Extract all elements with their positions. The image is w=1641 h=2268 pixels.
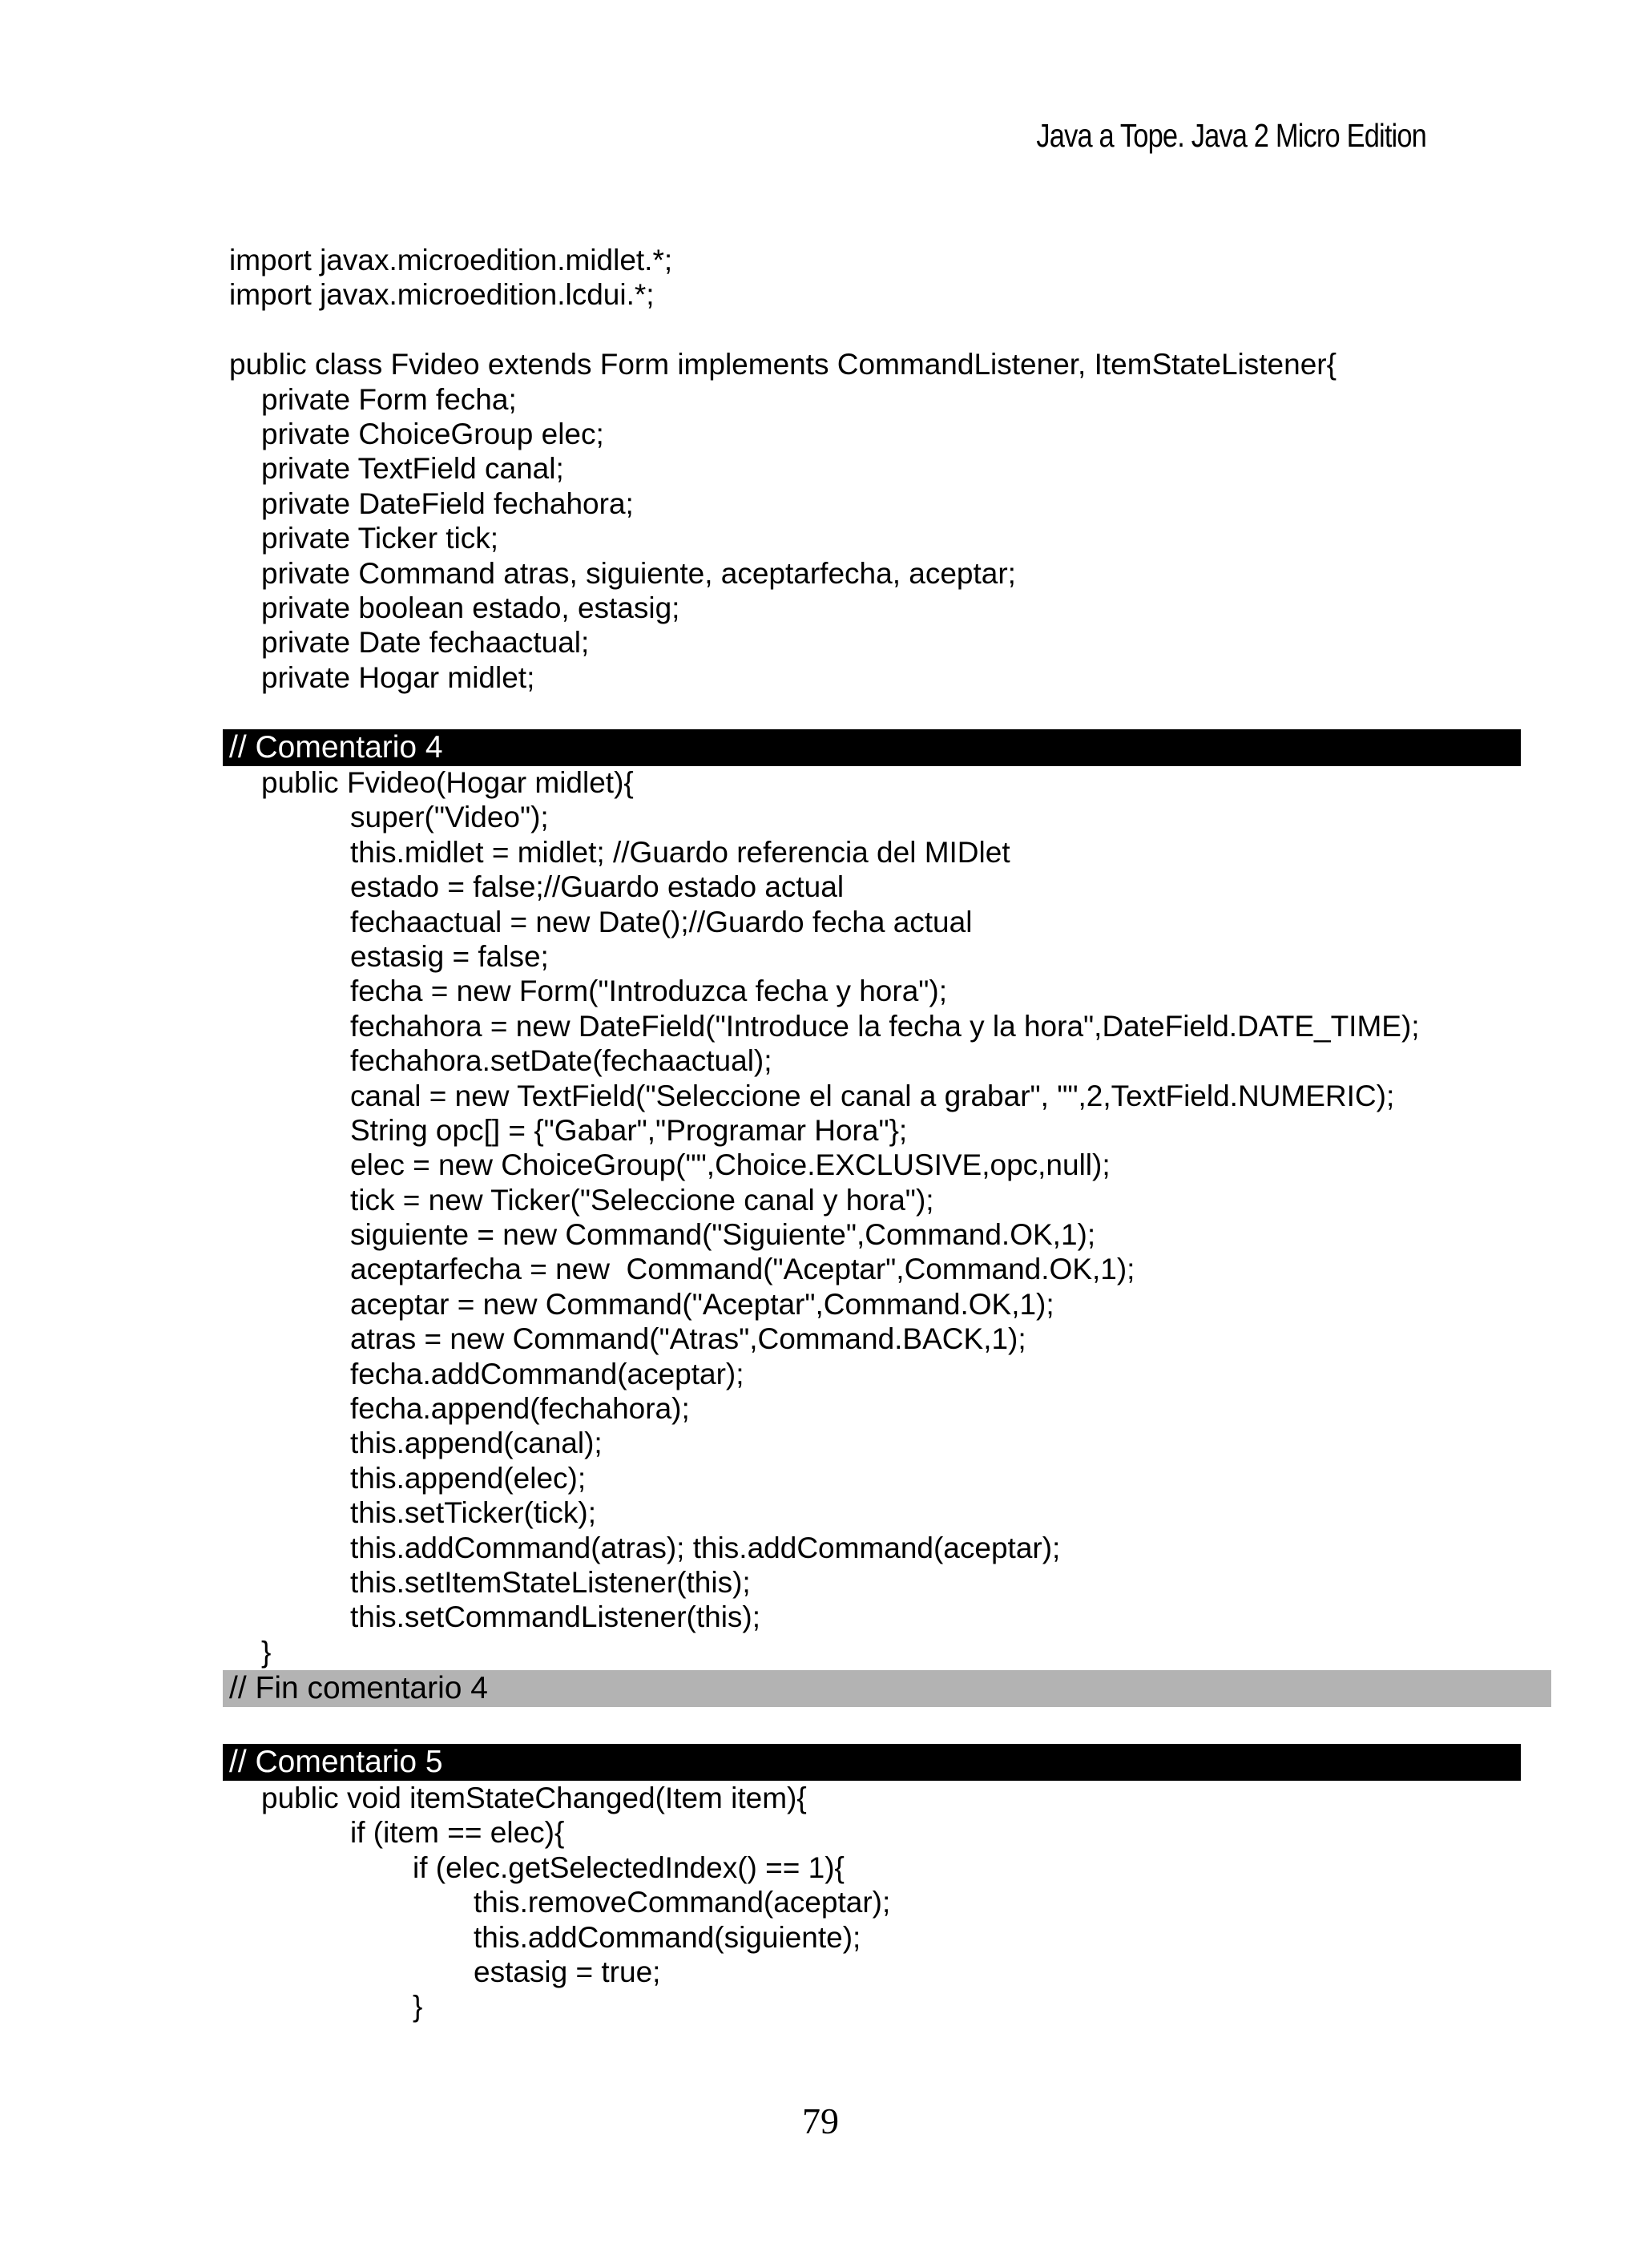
code-line (226, 313, 1580, 347)
code-line: this.addCommand(atras); this.addCommand(aceptar); (350, 1531, 1061, 1564)
code-line: fecha.addCommand(aceptar); (350, 1357, 744, 1390)
code-line: public void itemStateChanged(Item item){ (261, 1782, 807, 1814)
code-line: private TextField canal; (261, 452, 564, 486)
code-block-item-state-changed (226, 1781, 1580, 2024)
code-line: elec = new ChoiceGroup("",Choice.EXCLUSIVE,opc,null); (350, 1148, 1111, 1182)
code-line: this.append(elec); (350, 1461, 587, 1495)
code-line: canal = new TextField("Seleccione el canal a grabar", "",2,TextField.NUMERIC); (350, 1079, 1395, 1112)
code-line: this.setCommandListener(this); (350, 1600, 761, 1634)
code-line: private ChoiceGroup elec; (261, 417, 604, 450)
code-line: fecha = new Form("Introduzca fecha y hora"); (350, 975, 948, 1008)
code-line: private Hogar midlet; (261, 660, 535, 694)
code-line: siguiente = new Command("Siguiente",Command.OK,1); (350, 1218, 1096, 1252)
code-line: import javax.microedition.midlet.*; (229, 244, 673, 276)
code-line: } (261, 1635, 272, 1669)
code-line: } (413, 1990, 423, 2024)
code-line: fechahora.setDate(fechaactual); (350, 1044, 772, 1078)
code-line: private DateField fechahora; (261, 486, 634, 520)
comment-4-start-bar: // Comentario 4 (223, 729, 1521, 766)
code-line: atras = new Command("Atras",Command.BACK,1); (350, 1322, 1026, 1356)
code-line: if (item == elec){ (350, 1816, 565, 1850)
code-line: private Form fecha; (261, 382, 517, 416)
code-line: estasig = false; (350, 939, 549, 973)
code-line: super("Video"); (350, 801, 549, 834)
code-line: fechahora = new DateField("Introduce la fecha y la hora",DateField.DATE_TIME); (350, 1009, 1420, 1043)
code-line: this.append(canal); (350, 1427, 603, 1460)
code-block-constructor (226, 765, 1580, 1669)
comment-5-start-bar: // Comentario 5 (223, 1744, 1521, 1781)
code-block-declarations (226, 243, 1580, 695)
code-line: tick = new Ticker("Seleccione canal y hora"); (350, 1183, 934, 1217)
code-line: private Date fechaactual; (261, 626, 590, 660)
code-line: this.addCommand(siguiente); (474, 1920, 861, 1954)
comment-4-end-bar: // Fin comentario 4 (223, 1670, 1551, 1707)
code-line: public class Fvideo extends Form implements CommandListener, ItemStateListener{ (229, 348, 1337, 381)
page-number: 79 (802, 2101, 839, 2141)
code-line: aceptar = new Command("Aceptar",Command.OK,1); (350, 1287, 1054, 1321)
running-header: Java a Tope. Java 2 Micro Edition (1036, 117, 1426, 154)
code-line: aceptarfecha = new Command("Aceptar",Command.OK,1); (350, 1253, 1135, 1286)
code-line: String opc[] = {"Gabar","Programar Hora"}; (350, 1113, 908, 1147)
code-line: private boolean estado, estasig; (261, 591, 680, 624)
code-line: estado = false;//Guardo estado actual (350, 870, 845, 904)
code-line: this.midlet = midlet; //Guardo referencia del MIDlet (350, 835, 1010, 869)
code-line: if (elec.getSelectedIndex() == 1){ (413, 1850, 845, 1884)
code-line: fecha.append(fechahora); (350, 1392, 690, 1426)
code-line: this.removeCommand(aceptar); (474, 1886, 891, 1919)
code-line: private Ticker tick; (261, 522, 499, 555)
code-line: fechaactual = new Date();//Guardo fecha actual (350, 905, 973, 938)
code-line: this.setItemStateListener(this); (350, 1565, 751, 1599)
code-line: this.setTicker(tick); (350, 1496, 596, 1530)
code-line: estasig = true; (474, 1955, 661, 1988)
code-line: import javax.microedition.lcdui.*; (229, 278, 655, 312)
code-line: private Command atras, siguiente, aceptarfecha, aceptar; (261, 556, 1016, 590)
code-line: public Fvideo(Hogar midlet){ (261, 766, 634, 799)
